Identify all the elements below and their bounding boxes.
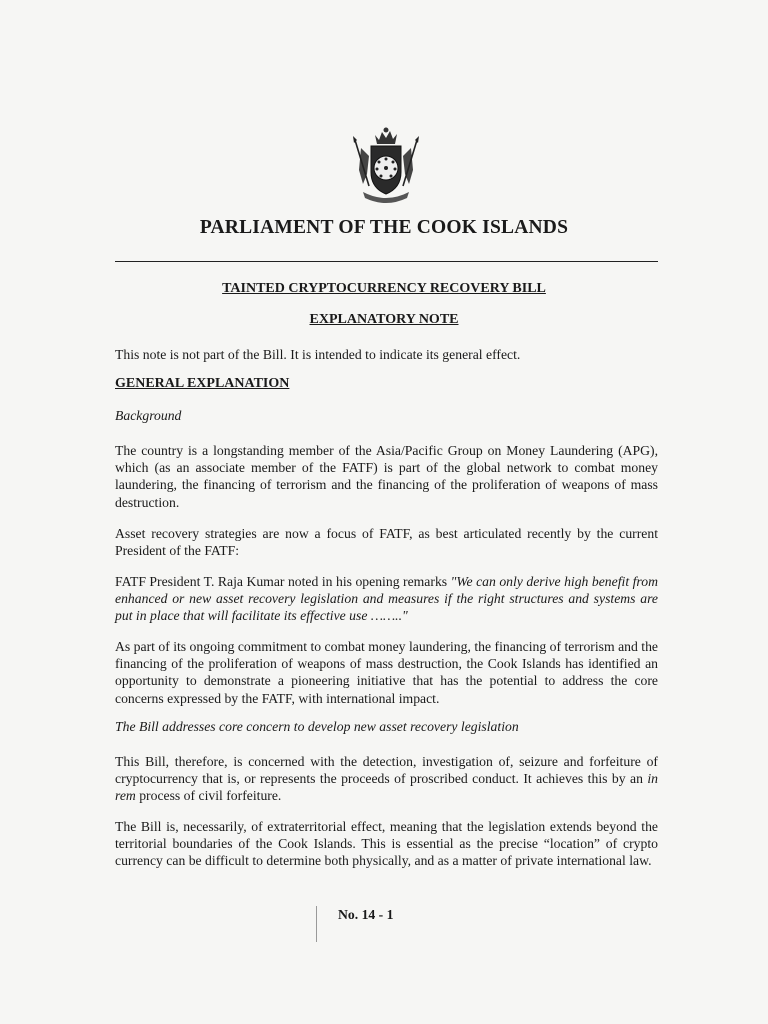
president-quote-lead: FATF President T. Raja Kumar noted in his opening remarks [115, 574, 451, 589]
commitment-paragraph: As part of its ongoing commitment to combat money laundering, the financing of terrorism and the financing of the proliferation of weapons of mass destruction, the Cook Islands has identified an opportunity to demonstrate a pioneering initiative that has the potential to address the core concerns expressed by the FATF, with international impact. [115, 639, 658, 706]
title-divider [115, 261, 658, 262]
detection-lead: This Bill, therefore, is concerned with the detection, investigation of, seizure and forfeiture of cryptocurrency that is, or represents the proceeds of proscribed conduct. It achieves this by an [115, 754, 658, 787]
detection-tail: process of civil forfeiture. [135, 788, 282, 804]
intro-paragraph: This note is not part of the Bill. It is intended to indicate its general effect. [115, 347, 521, 362]
bill-addresses-subheading: The Bill addresses core concern to develop new asset recovery legislation [115, 719, 519, 734]
bill-title: TAINTED CRYPTOCURRENCY RECOVERY BILL [222, 281, 546, 296]
coat-of-arms-icon [345, 126, 427, 206]
president-quote-paragraph [115, 573, 658, 625]
scan-mark [316, 906, 317, 942]
detection-paragraph [115, 753, 658, 805]
page-number: No. 14 - 1 [338, 907, 394, 922]
explanatory-note-title: EXPLANATORY NOTE [309, 312, 459, 327]
background-subheading: Background [115, 408, 182, 423]
in-rem-term: in rem [115, 771, 658, 804]
extraterritorial-paragraph: The Bill is, necessarily, of extraterritorial effect, meaning that the legislation extends beyond the territorial boundaries of the Cook Islands. This is essential as the precise “location” of crypto currency can be difficult to determine both physically, and as a matter of private international law. [115, 819, 658, 869]
asset-recovery-paragraph: Asset recovery strategies are now a focus of FATF, as best articulated recently by the current President of the FATF: [115, 526, 658, 559]
apg-paragraph: The country is a longstanding member of the Asia/Pacific Group on Money Laundering (APG), which (as an associate member of the FATF) is part of the global network to combat money laundering, the financing of terrorism and the financing of the proliferation of weapons of mass destruction. [115, 443, 658, 510]
parliament-heading: PARLIAMENT OF THE COOK ISLANDS [199, 217, 569, 238]
general-explanation-heading: GENERAL EXPLANATION [115, 376, 290, 391]
president-quote: "We can only derive high benefit from enhanced or new asset recovery legislation and measures if the right structures and systems are put in place that will facilitate its effective use …….." [115, 574, 658, 624]
